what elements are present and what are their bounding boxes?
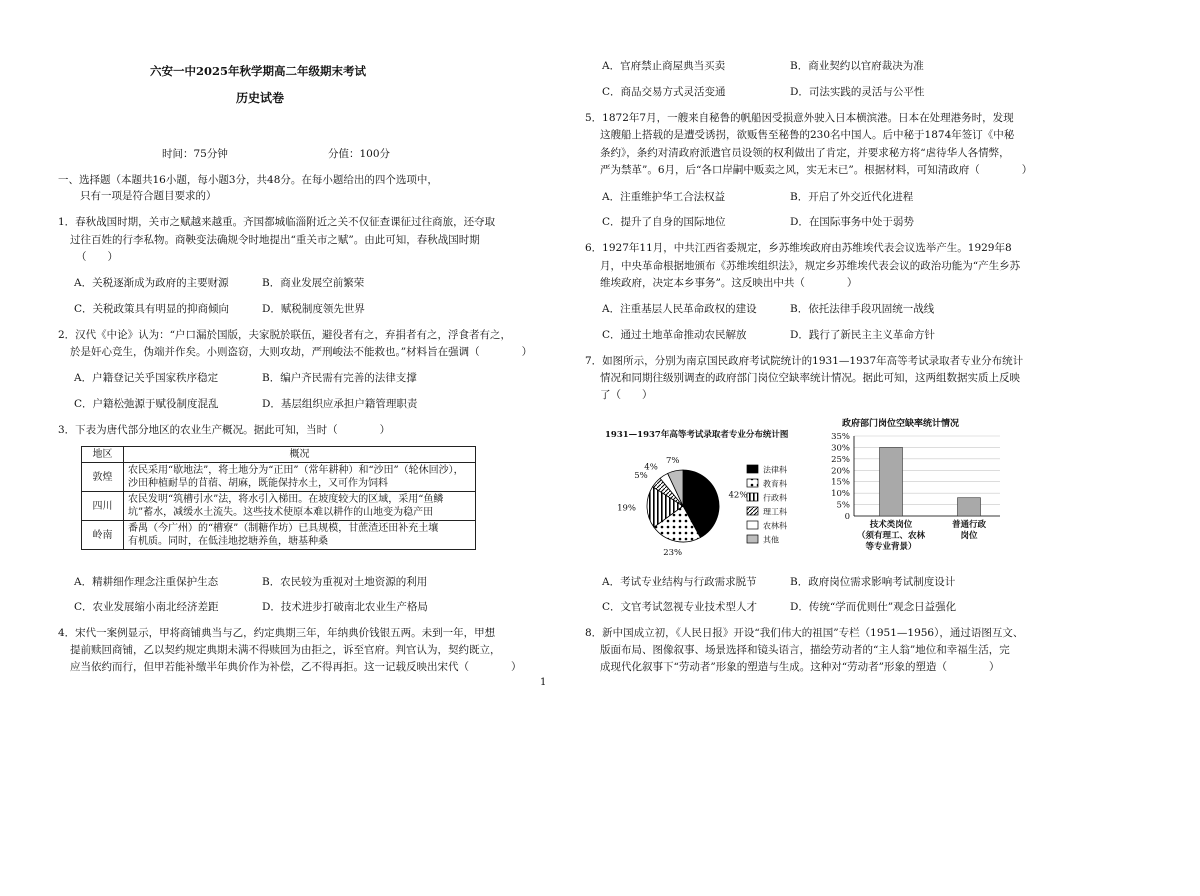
q1-text-line: 1．春秋战国时期，关市之赋越来越重。齐国都城临淄附近之关不仅征查课征过往商旅，还夺取 bbox=[58, 216, 496, 228]
legend-swatch bbox=[747, 535, 758, 543]
q2-option-d[interactable]: D．基层组织应承担户籍管理职责 bbox=[262, 398, 418, 410]
exam-time: 时间：75分钟 bbox=[162, 148, 228, 160]
q5-option-b[interactable]: B．开启了外交近代化进程 bbox=[790, 191, 914, 203]
bar bbox=[958, 498, 981, 516]
q5-text-line: 5．1872年7月，一艘来自秘鲁的帆船因受损意外驶入日本横滨港。日本在处理港务时，发现 bbox=[585, 112, 1014, 124]
q5-option-c[interactable]: C．提升了自身的国际地位 bbox=[602, 216, 726, 228]
pie-slice-label: 42% bbox=[728, 490, 748, 501]
q3-table-desc-line: 农民采用“歇地法”，将土地分为“正田”（常年耕种）和“沙田”（轮休回沙）， bbox=[128, 465, 464, 476]
q3-option-a[interactable]: A．精耕细作理念注重保护生态 bbox=[74, 576, 219, 588]
y-tick-label: 10% bbox=[831, 489, 850, 500]
bar-chart-title: 政府部门岗位空缺率统计情况 bbox=[842, 419, 960, 429]
q3-table-desc-line: 有机质。同时，在低洼地挖塘养鱼，塘基种桑 bbox=[128, 536, 328, 547]
q7-text-line: 了（ ） bbox=[600, 389, 653, 401]
q7-text-line: 情况和同期往级别调查的政府部门岗位空缺率统计情况。据此可知，这两组数据实质上反映 bbox=[600, 372, 1020, 384]
q4-text-line: 提前赎回商铺，乙以契约规定典期未满不得赎回为由拒之，诉至官府。判官认为，契约既立， bbox=[70, 644, 501, 656]
y-tick-label: 25% bbox=[831, 454, 850, 465]
y-tick-label: 5% bbox=[836, 500, 850, 511]
q3-table-desc-line: 沙田种植耐旱的苜蓿、胡麻，既能保持水土，又可作为饲料 bbox=[128, 478, 388, 489]
q7-option-c[interactable]: C．文官考试忽视专业技术型人才 bbox=[602, 601, 758, 613]
x-category-label: （须有理工、农林 bbox=[856, 531, 926, 541]
q3-table-desc bbox=[124, 463, 476, 492]
bar bbox=[880, 447, 903, 516]
legend-label: 法律科 bbox=[763, 465, 787, 475]
q3-table-region: 岭南 bbox=[82, 521, 124, 550]
q1-text-line: （ ） bbox=[76, 251, 118, 263]
exam-score: 分值：100分 bbox=[328, 148, 391, 160]
q3-table-desc-line: 坑”蓄水，减缓水土流失。这些技术使原本难以耕作的山地变为稳产田 bbox=[128, 507, 434, 518]
q2-option-a[interactable]: A．户籍登记关乎国家秩序稳定 bbox=[74, 372, 219, 384]
q8-text-line: 版面布局、图像叙事、场景选择和镜头语言，描绘劳动者的“主人翁”地位和幸福生活，完 bbox=[600, 644, 1010, 656]
q6-option-b[interactable]: B．依托法律手段巩固统一战线 bbox=[790, 303, 935, 315]
legend-swatch bbox=[747, 479, 758, 487]
pie-chart-title: 1931—1937年高等考试录取者专业分布统计图 bbox=[605, 430, 789, 440]
x-category-label: 技术类岗位 bbox=[869, 520, 913, 530]
bar-chart bbox=[815, 414, 1005, 554]
q4-text-line: 应当依约而行，但甲若能补缴半年典价作为补偿，乙不得再拒。这一记载反映出宋代（ ） bbox=[70, 661, 522, 673]
q8-text-line: 成现代化叙事下“劳动者”形象的塑造与生成。这种对“劳动者”形象的塑造（ ） bbox=[600, 661, 1000, 673]
q3-table-row bbox=[82, 463, 476, 492]
q4-option-a[interactable]: A．官府禁止商屋典当买卖 bbox=[602, 60, 726, 72]
legend-label: 教育科 bbox=[763, 479, 787, 489]
x-category-label: 岗位 bbox=[960, 531, 978, 541]
legend-label: 理工科 bbox=[763, 507, 787, 517]
q5-option-a[interactable]: A．注重维护华工合法权益 bbox=[602, 191, 726, 203]
q3-table-desc bbox=[124, 521, 476, 550]
x-category-label: 等专业背景） bbox=[865, 542, 917, 552]
q7-option-a[interactable]: A．考试专业结构与行政需求脱节 bbox=[602, 576, 757, 588]
q1-text-line: 过往百姓的行李私物。商鞅变法确规令时地提出“重关市之赋”。由此可知，春秋战国时期 bbox=[70, 234, 480, 246]
q3-table-row bbox=[82, 492, 476, 521]
q3-table bbox=[81, 446, 476, 550]
legend-label: 农林科 bbox=[763, 521, 787, 531]
q3-table-region: 四川 bbox=[82, 492, 124, 521]
section-heading: 一、选择题（本题共16小题，每小题3分，共48分。在每小题给出的四个选项中， bbox=[58, 174, 438, 186]
q4-text-line: 4．宋代一案例显示，甲将商铺典当与乙，约定典期三年，年纳典价钱银五两。未到一年，甲想 bbox=[58, 627, 496, 639]
legend-swatch bbox=[747, 507, 758, 515]
pie-slice-label: 7% bbox=[665, 456, 680, 467]
q1-option-a[interactable]: A．关税逐渐成为政府的主要财源 bbox=[74, 277, 229, 289]
pie-slice-label: 4% bbox=[644, 462, 658, 473]
q7-text-line: 7．如图所示，分别为南京国民政府考试院统计的1931—1937年高等考试录取者专业分布统计 bbox=[585, 355, 1024, 367]
q5-text-line: 严为禁革”。6月，后“各口岸嗣中贩卖之风，实无末已”。根据材料，可知清政府（ ） bbox=[600, 164, 1033, 176]
q1-option-c[interactable]: C．关税政策具有明显的抑商倾向 bbox=[74, 303, 230, 315]
q4-option-d[interactable]: D．司法实践的灵活与公平性 bbox=[790, 86, 925, 98]
q3-table-desc bbox=[124, 492, 476, 521]
x-category-label: 普通行政 bbox=[951, 520, 987, 530]
q5-option-d[interactable]: D．在国际事务中处于弱势 bbox=[790, 216, 914, 228]
page-number: 1 bbox=[540, 677, 547, 688]
y-tick-label: 35% bbox=[831, 432, 850, 442]
q3-text-line: 3．下表为唐代部分地区的农业生产概况。据此可知，当时（ ） bbox=[58, 424, 391, 436]
q1-option-d[interactable]: D．赋税制度领先世界 bbox=[262, 303, 365, 315]
pie-chart bbox=[605, 428, 825, 568]
y-tick-label: 15% bbox=[831, 477, 850, 488]
q5-text-line: 条约》，条约对清政府派遣官员设领的权利做出了肯定，并要求秘方将“虐待华人各情弊， bbox=[600, 147, 1010, 159]
q3-table-region: 敦煌 bbox=[82, 463, 124, 492]
y-tick-label: 20% bbox=[831, 466, 850, 477]
q3-table-row bbox=[82, 521, 476, 550]
q3-option-c[interactable]: C．农业发展缩小南北经济差距 bbox=[74, 601, 219, 613]
q8-text-line: 8．新中国成立初，《人民日报》开设“我们伟大的祖国”专栏（1951—1956），通过语图互文、 bbox=[585, 627, 1024, 639]
q5-text-line: 这艘船上搭载的是遭受诱拐，欲贩售至秘鲁的230名中国人。后中秘于1874年签订《中秘 bbox=[600, 129, 1015, 141]
legend-swatch bbox=[747, 493, 758, 501]
q3-option-d[interactable]: D．技术进步打破南北农业生产格局 bbox=[262, 601, 428, 613]
q2-text-line: 2．汉代《中论》认为：“户口漏於国版，夫家脱於联伍，避役者有之，弃捐者有之，浮食者有之， bbox=[58, 329, 512, 341]
legend-swatch bbox=[747, 521, 758, 529]
q6-option-d[interactable]: D．践行了新民主主义革命方针 bbox=[790, 329, 935, 341]
legend-swatch bbox=[747, 465, 758, 473]
y-tick-label: 30% bbox=[831, 443, 850, 454]
q6-text-line: 月，中央革命根据地颁布《苏维埃组织法》，规定乡苏维埃代表会议的政治功能为“产生乡苏 bbox=[600, 260, 1021, 272]
legend-label: 行政科 bbox=[763, 493, 787, 503]
q1-option-b[interactable]: B．商业发展空前繁荣 bbox=[262, 277, 365, 289]
legend-label: 其他 bbox=[763, 535, 779, 545]
exam-subject-title: 历史试卷 bbox=[236, 91, 285, 105]
pie-slice-label: 5% bbox=[634, 470, 648, 481]
q3-table-header-row bbox=[82, 447, 476, 463]
q2-text-line: 於是奸心竞生，伪端并作矣。小则盗窃，大则攻劫，严刑峻法不能救也。”材料旨在强调（ ） bbox=[70, 346, 533, 358]
q4-option-b[interactable]: B．商业契约以官府裁决为准 bbox=[790, 60, 924, 72]
q6-text-line: 维埃政府，决定本乡事务”。这反映出中共（ ） bbox=[600, 277, 858, 289]
q6-text-line: 6．1927年11月，中共江西省委规定，乡苏维埃政府由苏维埃代表会议选举产生。1929年8 bbox=[585, 242, 1012, 254]
q3-option-b[interactable]: B．农民较为重视对土地资源的利用 bbox=[262, 576, 428, 588]
section-heading-cont: 只有一项是符合题目要求的） bbox=[80, 190, 217, 202]
pie-slice-label: 19% bbox=[617, 503, 636, 514]
pie-slice-label: 23% bbox=[663, 547, 683, 558]
q7-option-d[interactable]: D．传统“学而优则仕”观念日益强化 bbox=[790, 601, 957, 613]
q2-option-c[interactable]: C．户籍松弛源于赋役制度混乱 bbox=[74, 398, 219, 410]
q3-table-desc-line: 农民发明“筑槽引水”法，将水引入梯田。在坡度较大的区域，采用“鱼鳞 bbox=[128, 494, 444, 505]
q3-table-header: 地区 bbox=[82, 447, 124, 463]
q6-option-c[interactable]: C．通过土地革命推动农民解放 bbox=[602, 329, 747, 341]
q4-option-c[interactable]: C．商品交易方式灵活变通 bbox=[602, 86, 726, 98]
q2-option-b[interactable]: B．编户齐民需有完善的法律支撑 bbox=[262, 372, 417, 384]
q7-option-b[interactable]: B．政府岗位需求影响考试制度设计 bbox=[790, 576, 956, 588]
y-tick-label: 0 bbox=[844, 512, 850, 522]
q3-table-desc-line: 番禺（今广州）的“槽寮”（制糖作坊）已具规模，甘蔗渣还田补充土壤 bbox=[128, 523, 439, 534]
q3-table-header: 概况 bbox=[124, 447, 476, 463]
exam-school-title: 六安一中2025年秋学期高二年级期末考试 bbox=[150, 64, 367, 78]
q6-option-a[interactable]: A．注重基层人民革命政权的建设 bbox=[602, 303, 757, 315]
